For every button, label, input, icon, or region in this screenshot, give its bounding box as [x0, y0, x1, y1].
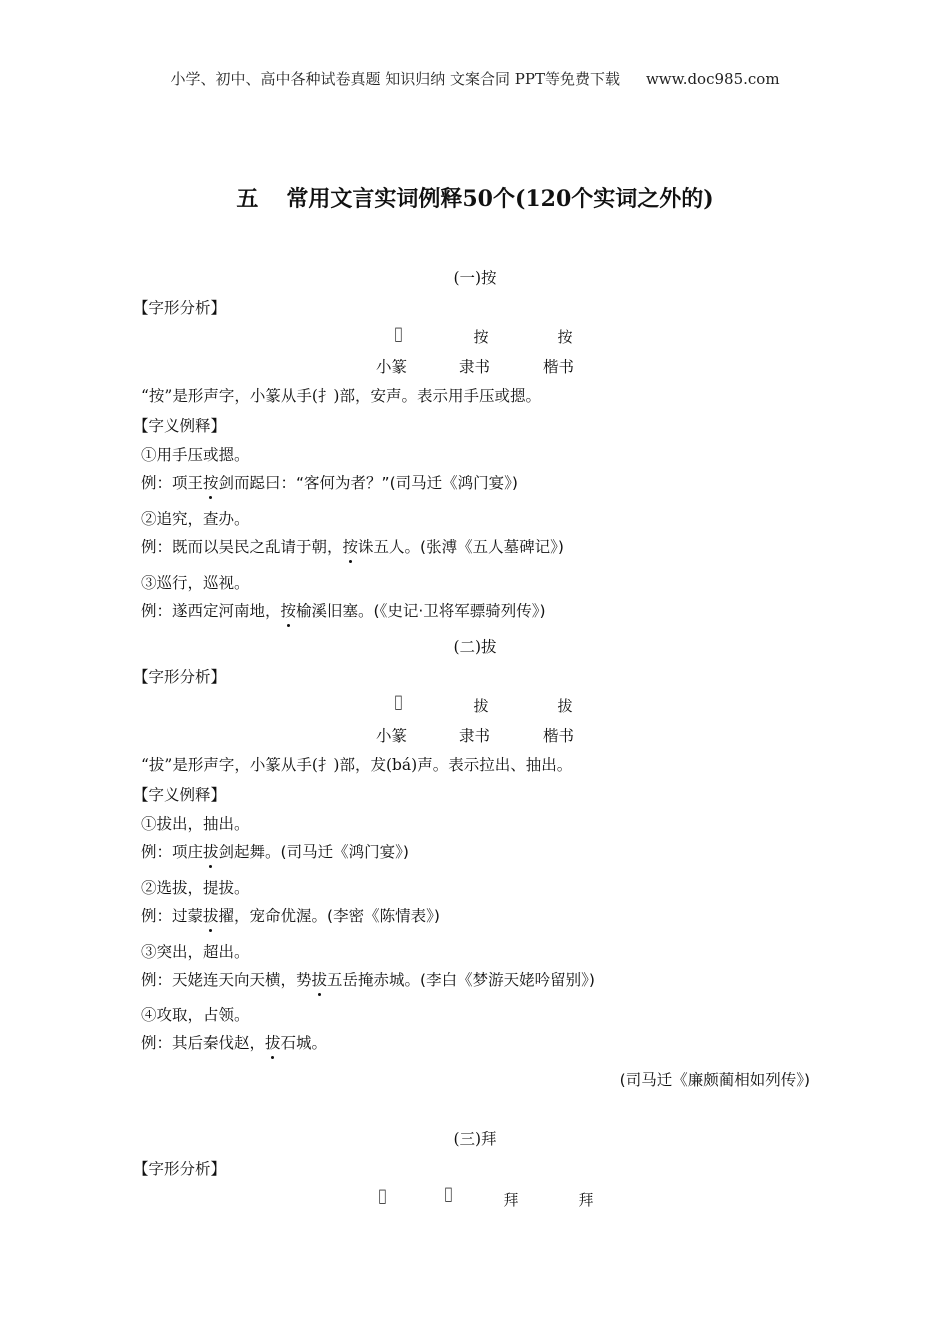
example-source: (司马迁《廉颇蔺相如列传》): [619, 1071, 810, 1089]
sense-definition: ①用手压或摁。: [141, 446, 250, 464]
script-label: 隶书: [459, 727, 491, 745]
sense-definition: ③巡行，巡视。: [141, 574, 250, 592]
regular-glyph: 拜: [578, 1191, 594, 1209]
emphasis-char: 按: [343, 535, 359, 557]
meaning-label: 【字义例释】: [133, 417, 227, 435]
sense-example: 例：项庄拔剑起舞。(司马迁《鸿门宴》): [141, 840, 409, 862]
sense-definition: ③突出，超出。: [141, 943, 250, 961]
header-text: 小学、初中、高中各种试卷真题 知识归纳 文案合同 PPT等免费下载: [170, 70, 620, 88]
title-text: 常用文言实词例释50个(120个实词之外的): [286, 186, 714, 212]
form-label: 【字形分析】: [133, 299, 227, 317]
seal-glyph: 𢪙: [394, 692, 402, 711]
script-label: 小篆: [376, 727, 408, 745]
sense-definition: ②追究，查办。: [141, 510, 250, 528]
script-label: 小篆: [376, 358, 408, 376]
seal-glyph: 𢪙: [444, 1184, 452, 1203]
sense-definition: ④攻取，占领。: [141, 1006, 250, 1024]
sense-example: 例：遂西定河南地，按榆溪旧塞。(《史记·卫将军骠骑列传》): [141, 599, 546, 621]
regular-glyph: 拔: [557, 697, 573, 715]
meaning-label: 【字义例释】: [133, 786, 227, 804]
page-header: [0, 68, 950, 89]
entry-heading: (二)拔: [453, 638, 497, 656]
sense-example: 例：其后秦伐赵，拔石城。: [141, 1031, 327, 1053]
emphasis-char: 拔: [203, 840, 219, 862]
entry-heading: (三)拜: [453, 1130, 497, 1148]
sense-example: 例：天姥连天向天横，势拔五岳掩赤城。(李白《梦游天姥吟留别》): [141, 968, 595, 990]
form-analysis: “按”是形声字，小篆从手(扌)部，安声。表示用手压或摁。: [141, 387, 541, 405]
form-label: 【字形分析】: [133, 1160, 227, 1178]
clerical-glyph: 按: [473, 328, 489, 346]
sense-example: 例：项王按剑而跽曰：“客何为者？”(司马迁《鸿门宴》): [141, 471, 518, 493]
ancient-glyph: 𢪙: [378, 1186, 386, 1205]
clerical-glyph: 拔: [473, 697, 489, 715]
emphasis-char: 拔: [265, 1031, 281, 1053]
script-label: 楷书: [543, 727, 575, 745]
header-site: www.doc985.com: [645, 70, 780, 88]
entry-heading: (一)按: [453, 269, 497, 287]
emphasis-char: 拔: [203, 904, 219, 926]
sense-example: 例：既而以吴民之乱请于朝，按诛五人。(张溥《五人墓碑记》): [141, 535, 564, 557]
sense-definition: ②选拔，提拔。: [141, 879, 250, 897]
clerical-glyph: 拜: [503, 1191, 519, 1209]
regular-glyph: 按: [557, 328, 573, 346]
form-label: 【字形分析】: [133, 668, 227, 686]
script-label: 隶书: [459, 358, 491, 376]
sense-example: 例：过蒙拔擢，宠命优渥。(李密《陈情表》): [141, 904, 440, 926]
form-analysis: “拔”是形声字，小篆从手(扌)部，犮(bá)声。表示拉出、抽出。: [141, 756, 573, 774]
page-title: [0, 182, 950, 213]
emphasis-char: 按: [281, 599, 297, 621]
emphasis-char: 按: [203, 471, 219, 493]
emphasis-char: 拔: [312, 968, 328, 990]
sense-definition: ①拔出，抽出。: [141, 815, 250, 833]
script-label: 楷书: [543, 358, 575, 376]
title-number: 五: [236, 186, 259, 212]
seal-glyph: 𢪙: [394, 324, 402, 343]
